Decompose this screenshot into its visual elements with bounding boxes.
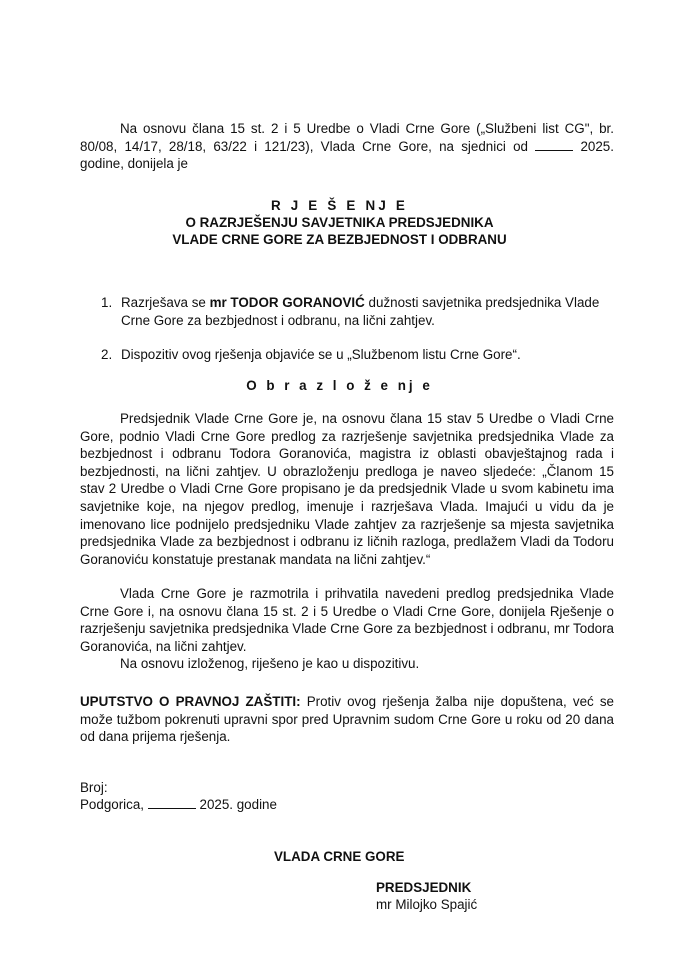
item-text: Dispozitiv ovog rješenja objaviće se u „Službenom listu Crne Gore“. bbox=[121, 347, 521, 362]
item-text-cont: dužnosti savjetnika predsjednika Vlade Crne Gore za bezbjednost i odbranu, na lični zahtjev. bbox=[121, 295, 600, 328]
signatory-name: mr Milojko Spajić bbox=[376, 897, 478, 912]
reasoning-text-1: Predsjednik Vlade Crne Gore je, na osnovu člana 15 stav 5 Uredbe o Vladi Crne Gore, podnio Vladi Crne Gore predlog za razrješenje savjetnika predsjednika Vlade za bezbjednost i odbranu Todora Goranovića, magistra iz oblasti obavještajnog rada i bezbjednosti, na lični zahtjev. U obrazloženju predloga je naveo sljedeće: „Članom 15 stav 2 Uredbe o Vladi Crne Gore propisano je da predsjednik Vlade u svom kabinetu ima savjetnike koje, na njegov predlog, imenuje i razrješava Vlada. Imajući u vidu da je imenovano lice podnijelo predsjedniku Vlade zahtjev za razrješenje sa mjesta savjetnika predsjednika Vlade za bezbjednost i odbranu iz ličnih razloga, predlažem Vladi da Todoru Goranoviću konstatuje prestanak mandata na lični zahtjev.“ bbox=[80, 411, 614, 567]
reasoning-paragraph-1 bbox=[80, 410, 614, 568]
preamble-paragraph bbox=[80, 120, 614, 173]
reasoning-text-2: Vlada Crne Gore je razmotrila i prihvatila navedeni predlog predsjednika Vlade Crne Gore i, na osnovu člana 15 st. 2 i 5 Uredbe o Vladi Crne Gore, donijela Rješenje o razrješenju savjetnika predsjednika Vlade Crne Gore za bezbjednost i odbranu, mr Todora Goranovića, na lični zahtjev. bbox=[80, 586, 614, 654]
item-number: 1. bbox=[101, 295, 113, 310]
item-text: Razrješava se bbox=[121, 295, 210, 310]
legal-remedy-label: UPUTSTVO O PRAVNOJ ZAŠTITI: bbox=[80, 694, 301, 709]
issue-date-blank bbox=[148, 796, 196, 809]
document-number-label: Broj: bbox=[80, 780, 108, 795]
document-subtitle-line-2: VLADE CRNE GORE ZA BEZBJEDNOST I ODBRANU bbox=[172, 232, 507, 247]
document-subtitle-line-1: O RAZRJEŠENJU SAVJETNIKA PREDSJEDNIKA bbox=[185, 215, 494, 230]
issuer-name: VLADA CRNE GORE bbox=[274, 849, 405, 864]
reasoning-paragraph-2 bbox=[80, 585, 614, 655]
preamble-text-end: 2025. godine, donijela je bbox=[80, 138, 614, 172]
session-date-blank bbox=[535, 138, 573, 151]
date-suffix: 2025. godine bbox=[199, 797, 277, 812]
place-label: Podgorica, bbox=[80, 797, 145, 812]
reasoning-paragraph-3 bbox=[80, 655, 614, 673]
signatory-title: PREDSJEDNIK bbox=[376, 880, 472, 895]
dispositive-item-1 bbox=[101, 294, 614, 329]
preamble-text: Na osnovu člana 15 st. 2 i 5 Uredbe o Vladi Crne Gore („Službeni list CG", br. 80/08, 14/17, 28/18, 63/22 i 121/23), Vlada Crne Gore, na sjednici od bbox=[80, 121, 614, 154]
reasoning-heading: O b r a z l o ž e nj e bbox=[246, 378, 433, 393]
legal-remedy-text: Protiv ovog rješenja žalba nije dopuštena, već se može tužbom pokrenuti upravni spor pred Upravnim sudom Crne Gore u roku od 20 dana od dana prijema rješenja. bbox=[80, 694, 614, 745]
legal-remedy-paragraph bbox=[80, 693, 614, 746]
document-title: R J E Š E NJ E bbox=[270, 198, 409, 213]
dismissed-person-name: mr TODOR GORANOVIĆ bbox=[209, 295, 365, 310]
place-date-line bbox=[80, 796, 277, 814]
reasoning-text-3: Na osnovu izloženog, riješeno je kao u dispozitivu. bbox=[120, 656, 420, 671]
dispositive-item-2 bbox=[101, 346, 614, 364]
item-number: 2. bbox=[101, 347, 113, 362]
